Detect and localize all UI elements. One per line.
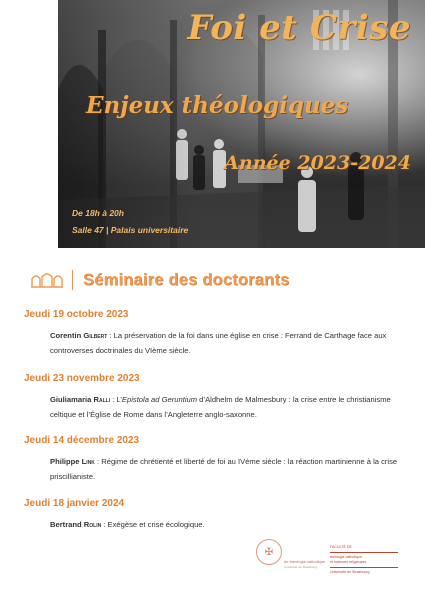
speaker-first-name: Bertrand — [50, 520, 82, 529]
faculty-logo-line: Université de Strasbourg — [330, 570, 370, 574]
session-description — [50, 393, 404, 422]
session-description — [50, 455, 404, 484]
session-date: Jeudi 23 novembre 2023 — [24, 373, 140, 384]
session-date: Jeudi 19 octobre 2023 — [24, 309, 129, 320]
speaker-first-name: Philippe — [50, 457, 80, 466]
session-time: De 18h à 20h — [72, 208, 124, 218]
faculty-logo-rule — [330, 552, 398, 553]
faculty-logo-line: FACULTÉ DE — [330, 545, 352, 549]
talk-title: : La préservation de la foi dans une église en crise : Ferrand de Carthage face aux controverses doctrinales du VIème siècle. — [50, 331, 387, 355]
faculty-logo-rule — [330, 567, 398, 568]
speaker-last-name: Gilbert — [83, 331, 108, 340]
session-date: Jeudi 18 janvier 2024 — [24, 498, 125, 509]
talk-title-suffix: d’Aldhelm de Malmesbury : la crise entre le christianisme celtique et l’Église de Rome dans l’Angleterre anglo-saxonne. — [50, 395, 391, 419]
faculty-logo — [330, 545, 398, 581]
talk-title-prefix: : L’ — [110, 395, 122, 404]
speaker-last-name: Link — [81, 457, 95, 466]
session-item — [24, 309, 404, 358]
session-location: Salle 47 | Palais universitaire — [72, 225, 189, 235]
hero-photo — [58, 0, 425, 248]
session-item — [24, 435, 404, 484]
section-divider — [72, 270, 73, 290]
seal-logo-subtext: Université de Strasbourg — [284, 565, 318, 569]
speaker-first-name: Giuliamaria — [50, 395, 92, 404]
poster-title: Foi et Crise — [187, 8, 411, 48]
talk-title: : Exégèse et crise écologique. — [101, 520, 205, 529]
faculty-logo-line: et sciences religieuses — [330, 560, 367, 564]
section-title: Séminaire des doctorants — [83, 270, 290, 289]
seal-icon: ✠ — [256, 539, 282, 565]
session-description — [50, 518, 404, 533]
ornament-icon — [30, 271, 64, 289]
session-item — [24, 498, 404, 533]
seal-logo — [256, 537, 326, 577]
academic-year: Année 2023-2024 — [224, 152, 411, 174]
session-item — [24, 373, 404, 422]
speaker-last-name: Rolin — [83, 520, 102, 529]
talk-title: : Régime de chrétienté et liberté de foi au IVème siècle : la réaction martinienne à la crise priscillianiste. — [50, 457, 398, 481]
poster-subtitle: Enjeux théologiques — [86, 92, 349, 119]
faculty-logo-line: théologie catholique — [330, 555, 362, 559]
talk-title-italic: Epistola ad Geruntium — [121, 395, 198, 404]
section-header — [30, 268, 290, 292]
speaker-last-name: Ralli — [93, 395, 111, 404]
speaker-first-name: Corentin — [50, 331, 82, 340]
session-description — [50, 329, 404, 358]
session-date: Jeudi 14 décembre 2023 — [24, 435, 140, 446]
seal-logo-text: de théologie catholique — [284, 559, 326, 564]
